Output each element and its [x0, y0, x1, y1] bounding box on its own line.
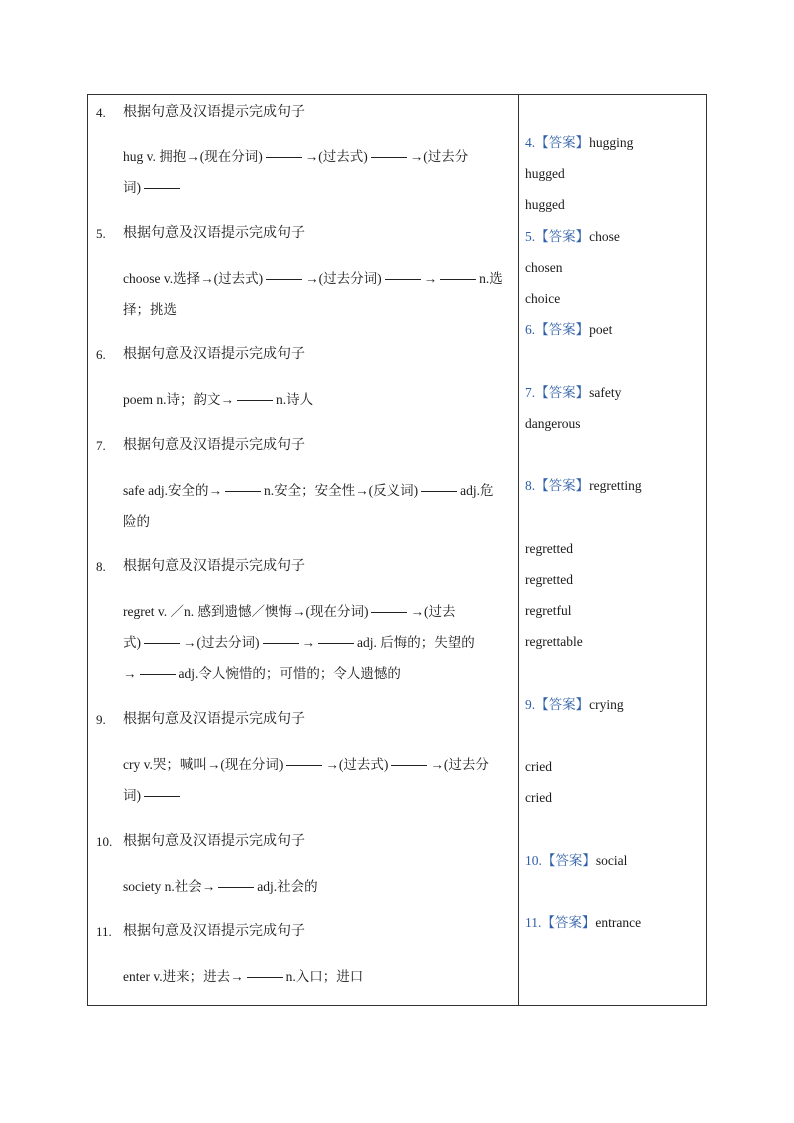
answer-line: 11.【答案】entrance	[525, 915, 642, 930]
answer-blank[interactable]	[440, 278, 476, 280]
answer-blank[interactable]	[144, 187, 180, 189]
answer-blank[interactable]	[421, 490, 457, 492]
question-title: 根据句意及汉语提示完成句子	[123, 712, 305, 727]
question-body: enter v.进来；进去→ n.入口；进口	[123, 969, 364, 984]
question-title: 根据句意及汉语提示完成句子	[123, 834, 305, 849]
answer-blank[interactable]	[140, 673, 176, 675]
question-number: 11.	[96, 924, 112, 939]
answer-line: choice	[525, 291, 561, 306]
answer-blank[interactable]	[225, 490, 261, 492]
answer-line: 8.【答案】regretting	[525, 478, 642, 493]
answer-line: regretful	[525, 603, 572, 618]
question-number: 6.	[96, 347, 106, 362]
question-number: 4.	[96, 105, 106, 120]
question-title: 根据句意及汉语提示完成句子	[123, 559, 305, 574]
answers-column	[519, 95, 707, 1005]
answer-line: 9.【答案】crying	[525, 697, 624, 712]
answer-line: cried	[525, 759, 552, 774]
question-body: cry v.哭；喊叫→(现在分词) →(过去式) →(过去分 词)	[123, 757, 489, 803]
answer-blank[interactable]	[391, 764, 427, 766]
question-title: 根据句意及汉语提示完成句子	[123, 226, 305, 241]
question-title: 根据句意及汉语提示完成句子	[123, 438, 305, 453]
question-body: safe adj.安全的→ n.安全；安全性→(反义词) adj.危 险的	[123, 483, 494, 529]
answer-blank[interactable]	[371, 156, 407, 158]
answer-line: 4.【答案】hugging	[525, 135, 634, 150]
answer-line: regrettable	[525, 634, 583, 649]
answer-blank[interactable]	[144, 642, 180, 644]
answer-line: regretted	[525, 572, 573, 587]
answer-line: chosen	[525, 260, 563, 275]
answer-line: 6.【答案】poet	[525, 322, 613, 337]
questions-column	[88, 95, 518, 1005]
question-title: 根据句意及汉语提示完成句子	[123, 347, 305, 362]
question-number: 10.	[96, 834, 113, 849]
answer-line: 7.【答案】safety	[525, 385, 622, 400]
question-body: choose v.选择→(过去式) →(过去分词) → n.选 择；挑选	[123, 271, 503, 317]
question-number: 8.	[96, 559, 106, 574]
answer-blank[interactable]	[385, 278, 421, 280]
answer-blank[interactable]	[266, 278, 302, 280]
answer-blank[interactable]	[247, 976, 283, 978]
answer-blank[interactable]	[218, 886, 254, 888]
answer-blank[interactable]	[286, 764, 322, 766]
answer-blank[interactable]	[144, 795, 180, 797]
question-title: 根据句意及汉语提示完成句子	[123, 105, 305, 120]
exercise-table	[87, 94, 707, 1006]
answer-line: hugged	[525, 197, 565, 212]
answer-line: hugged	[525, 166, 565, 181]
answer-line: cried	[525, 790, 552, 805]
question-body: poem n.诗；韵文→ n.诗人	[123, 392, 314, 407]
question-number: 9.	[96, 712, 106, 727]
question-body: society n.社会→ adj.社会的	[123, 879, 318, 894]
answer-blank[interactable]	[266, 156, 302, 158]
answer-line: 10.【答案】social	[525, 853, 628, 868]
answer-blank[interactable]	[371, 611, 407, 613]
answer-blank[interactable]	[263, 642, 299, 644]
question-number: 7.	[96, 438, 106, 453]
question-number: 5.	[96, 226, 106, 241]
answer-line: regretted	[525, 541, 573, 556]
answer-line: 5.【答案】chose	[525, 229, 620, 244]
answer-blank[interactable]	[318, 642, 354, 644]
answer-line: dangerous	[525, 416, 581, 431]
question-body: hug v. 拥抱→(现在分词) →(过去式) →(过去分 词)	[123, 149, 469, 195]
question-title: 根据句意及汉语提示完成句子	[123, 924, 305, 939]
answer-blank[interactable]	[237, 399, 273, 401]
question-body: regret v. ／n. 感到遗憾／懊悔→(现在分词) →(过去 式) →(过去分词) → adj. 后悔的；失望的 → adj.令人惋惜的；可惜的；令人遗憾的	[123, 604, 475, 681]
